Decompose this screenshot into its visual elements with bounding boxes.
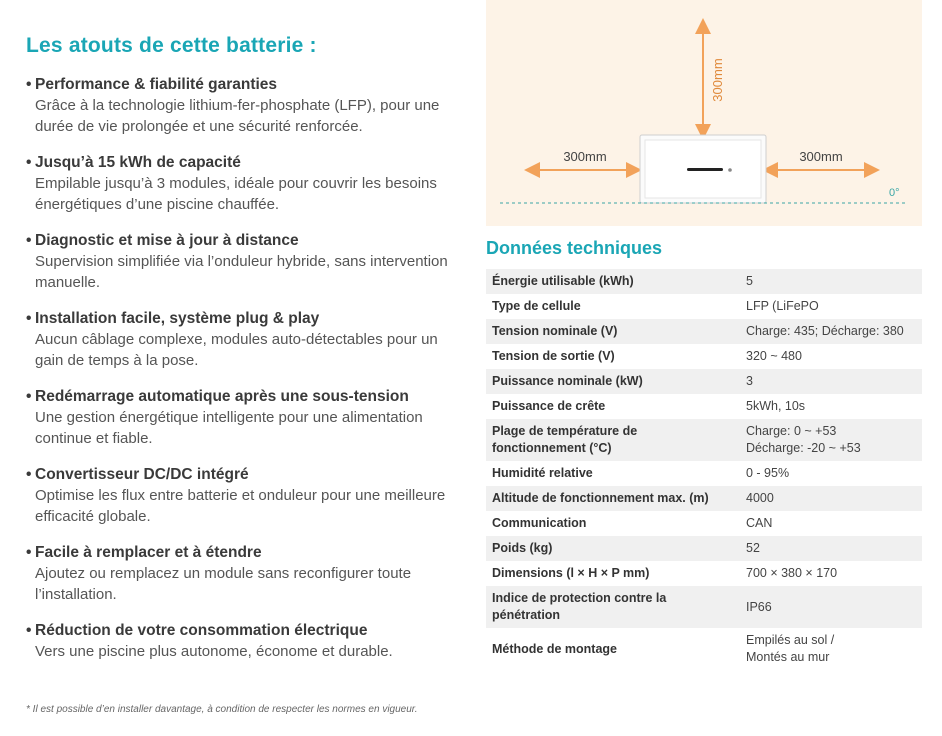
tech-row xyxy=(486,511,922,536)
bullet-icon: • xyxy=(26,76,32,93)
right-clearance-label: 300mm xyxy=(799,149,843,164)
bullet-icon: • xyxy=(26,232,32,249)
feature-item xyxy=(26,230,466,293)
feature-item xyxy=(26,542,466,605)
bullet-icon: • xyxy=(26,388,32,405)
feature-item xyxy=(26,386,466,449)
tech-row-value: 5kWh, 10s xyxy=(746,399,806,413)
feature-title-text: Performance & fiabilité garanties xyxy=(35,76,278,93)
tech-row-key: Altitude de fonctionnement max. (m) xyxy=(492,491,709,505)
feature-item xyxy=(26,74,466,137)
tech-row xyxy=(486,419,922,461)
footnote: * Il est possible d’en installer davantage, à condition de respecter les normes en vigueur. xyxy=(26,704,418,715)
feature-description: Une gestion énergétique intelligente pour une alimentation continue et fiable. xyxy=(35,409,423,447)
tech-row xyxy=(486,369,922,394)
tech-row-value: 320 ~ 480 xyxy=(746,349,802,363)
tech-section xyxy=(486,238,922,670)
tech-row-key: Tension nominale (V) xyxy=(492,324,618,338)
feature-title xyxy=(26,386,466,407)
tech-row-value: 700 × 380 × 170 xyxy=(746,566,838,580)
tech-row xyxy=(486,269,922,294)
tech-row-value: 3 xyxy=(746,374,753,388)
tech-row xyxy=(486,394,922,419)
feature-item xyxy=(26,464,466,527)
tech-row-value: 5 xyxy=(746,274,753,288)
tech-row-value: Charge: 0 ~ +53 Décharge: -20 ~ +53 xyxy=(746,424,861,455)
tech-row-key: Indice de protection contre la pénétration xyxy=(492,591,667,622)
tech-row-key: Puissance de crête xyxy=(492,399,606,413)
feature-item xyxy=(26,620,466,662)
clearance-diagram-svg xyxy=(486,0,922,226)
feature-description: Aucun câblage complexe, modules auto-détectables pour un gain de temps à la pose. xyxy=(35,331,438,369)
tech-row-key: Humidité relative xyxy=(492,466,593,480)
tech-row-key: Énergie utilisable (kWh) xyxy=(492,274,634,288)
tech-title: Données techniques xyxy=(486,238,663,258)
feature-description: Grâce à la technologie lithium-fer-phosphate (LFP), pour une durée de vie prolongée et une sécurité renforcée. xyxy=(35,97,440,135)
tech-row-value: LFP (LiFePO xyxy=(746,299,819,313)
tech-row-key: Plage de température de fonctionnement (°C) xyxy=(492,424,638,455)
tech-row-key: Dimensions (l × H × P mm) xyxy=(492,566,650,580)
bullet-icon: • xyxy=(26,466,32,483)
tech-row-value: CAN xyxy=(746,516,773,530)
left-clearance-label: 300mm xyxy=(563,149,607,164)
feature-description: Optimise les flux entre batterie et onduleur pour une meilleure efficacité globale. xyxy=(35,487,446,525)
feature-description: Supervision simplifiée via l’onduleur hybride, sans intervention manuelle. xyxy=(35,253,448,291)
tech-row-key: Puissance nominale (kW) xyxy=(492,374,643,388)
feature-title-text: Installation facile, système plug & play xyxy=(35,310,320,327)
tech-row xyxy=(486,294,922,319)
tech-table xyxy=(486,269,922,670)
feature-description: Vers une piscine plus autonome, économe et durable. xyxy=(35,643,393,660)
clearance-diagram xyxy=(486,0,922,226)
bullet-icon: • xyxy=(26,310,32,327)
feature-title xyxy=(26,620,466,641)
tech-row-key: Tension de sortie (V) xyxy=(492,349,615,363)
tech-row xyxy=(486,586,922,628)
features-title: Les atouts de cette batterie : xyxy=(26,34,317,57)
tech-row-key: Poids (kg) xyxy=(492,541,553,555)
battery-led-bar xyxy=(687,168,723,171)
feature-title-text: Facile à remplacer et à étendre xyxy=(35,544,262,561)
feature-description: Empilable jusqu’à 3 modules, idéale pour couvrir les besoins énergétiques d’une piscine chauffée. xyxy=(35,175,437,213)
tech-row xyxy=(486,628,922,670)
tech-row-key: Type de cellule xyxy=(492,299,581,313)
tech-row-value: 0 - 95% xyxy=(746,466,790,480)
bullet-icon: • xyxy=(26,544,32,561)
features-section xyxy=(26,34,466,677)
tech-row xyxy=(486,344,922,369)
tech-row xyxy=(486,461,922,486)
bullet-icon: • xyxy=(26,154,32,171)
feature-title xyxy=(26,230,466,251)
tech-row xyxy=(486,486,922,511)
tech-row-value: Charge: 435; Décharge: 380 xyxy=(746,324,904,338)
angle-label: 0° xyxy=(889,187,900,199)
feature-title-text: Diagnostic et mise à jour à distance xyxy=(35,232,299,249)
tech-row xyxy=(486,319,922,344)
feature-title xyxy=(26,464,466,485)
tech-row xyxy=(486,561,922,586)
tech-row-value: 52 xyxy=(746,541,760,555)
tech-row xyxy=(486,536,922,561)
tech-row-key: Communication xyxy=(492,516,587,530)
feature-title-text: Réduction de votre consommation électrique xyxy=(35,622,368,639)
feature-title-text: Jusqu’à 15 kWh de capacité xyxy=(35,154,241,171)
tech-row-key: Méthode de montage xyxy=(492,641,618,656)
feature-title-text: Convertisseur DC/DC intégré xyxy=(35,466,249,483)
feature-title xyxy=(26,74,466,95)
bullet-icon: • xyxy=(26,622,32,639)
top-clearance-label: 300mm xyxy=(710,58,725,102)
feature-title xyxy=(26,542,466,563)
tech-row-value: 4000 xyxy=(746,491,774,505)
tech-row-value: Empilés au sol / Montés au mur xyxy=(746,633,835,664)
feature-title-text: Redémarrage automatique après une sous-tension xyxy=(35,388,409,405)
feature-description: Ajoutez ou remplacez un module sans reconfigurer toute l’installation. xyxy=(35,565,412,603)
feature-title xyxy=(26,152,466,173)
feature-item xyxy=(26,152,466,215)
feature-title xyxy=(26,308,466,329)
tech-row-value: IP66 xyxy=(746,599,772,614)
feature-item xyxy=(26,308,466,371)
features-list xyxy=(26,74,466,662)
